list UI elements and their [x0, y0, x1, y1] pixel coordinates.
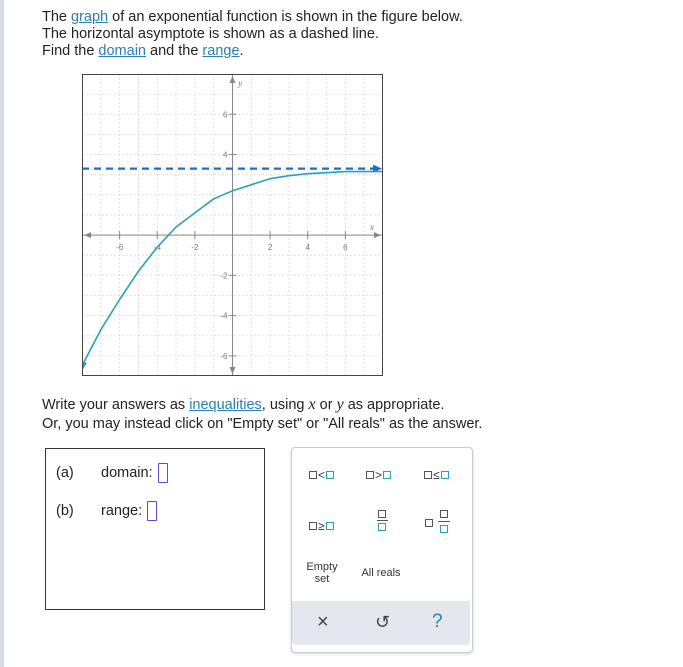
y-axis-arrow-up — [230, 76, 236, 83]
var-y: y — [336, 396, 344, 413]
math-keypad — [291, 447, 473, 653]
graph-link[interactable]: graph — [71, 9, 109, 25]
x-tick-label: -6 — [116, 243, 124, 253]
problem-line-1: The graph of an exponential function is shown in the figure below. — [42, 9, 463, 25]
less-or-equal-button[interactable]: ≤ — [424, 466, 449, 484]
range-part-label: (b) — [56, 503, 74, 519]
help-button[interactable]: ? — [432, 611, 443, 632]
greater-than-button[interactable]: > — [366, 466, 391, 484]
domain-row — [56, 463, 168, 483]
domain-input[interactable] — [158, 463, 168, 483]
mixed-number-button[interactable] — [425, 510, 455, 536]
y-tick-label: -2 — [220, 271, 228, 281]
range-link[interactable]: range — [202, 43, 240, 59]
var-x: x — [308, 396, 316, 413]
x-tick-label: 4 — [305, 243, 310, 253]
domain-label: domain: — [101, 465, 153, 481]
range-input[interactable] — [147, 501, 157, 521]
x-tick-label: -4 — [153, 243, 161, 253]
range-row — [56, 501, 157, 521]
problem-line-3: Find the domain and the range. — [42, 43, 244, 59]
all-reals-button[interactable]: All reals — [361, 567, 401, 579]
axes — [82, 74, 383, 376]
x-axis-arrow-right — [374, 232, 381, 238]
less-than-button[interactable]: < — [309, 466, 334, 484]
keypad-action-bar — [292, 601, 470, 645]
y-axis-label: y — [238, 78, 243, 88]
x-tick-label: 6 — [343, 243, 348, 253]
problem-statement — [42, 9, 463, 60]
y-tick-label: 6 — [223, 110, 228, 120]
y-tick-label: -6 — [220, 351, 228, 361]
y-axis-arrow-down — [230, 367, 236, 374]
x-axis-arrow-left — [84, 232, 91, 238]
instructions-line-1: Write your answers as inequalities, using x or y as appropriate. — [42, 396, 445, 413]
left-border — [0, 0, 4, 667]
domain-part-label: (a) — [56, 465, 74, 481]
undo-button[interactable]: ↺ — [375, 612, 391, 632]
fraction-button[interactable] — [376, 510, 388, 531]
instructions — [42, 395, 482, 434]
range-label: range: — [101, 503, 143, 519]
greater-or-equal-button[interactable]: ≥ — [309, 517, 334, 535]
x-tick-label: -2 — [191, 243, 199, 253]
answer-panel — [45, 448, 265, 610]
inequalities-link[interactable]: inequalities — [189, 397, 262, 413]
problem-line-2: The horizontal asymptote is shown as a dashed line. — [42, 26, 379, 42]
empty-set-button[interactable]: Empty set — [306, 561, 338, 585]
y-tick-label: 4 — [223, 150, 228, 160]
y-tick-label: -4 — [220, 311, 228, 321]
clear-button[interactable]: × — [317, 611, 329, 633]
x-tick-label: 2 — [267, 243, 273, 253]
instructions-line-2: Or, you may instead click on "Empty set" or "All reals" as the answer. — [42, 416, 483, 432]
domain-link[interactable]: domain — [98, 43, 146, 59]
exponential-graph — [82, 74, 383, 376]
x-axis-label: x — [369, 222, 374, 233]
